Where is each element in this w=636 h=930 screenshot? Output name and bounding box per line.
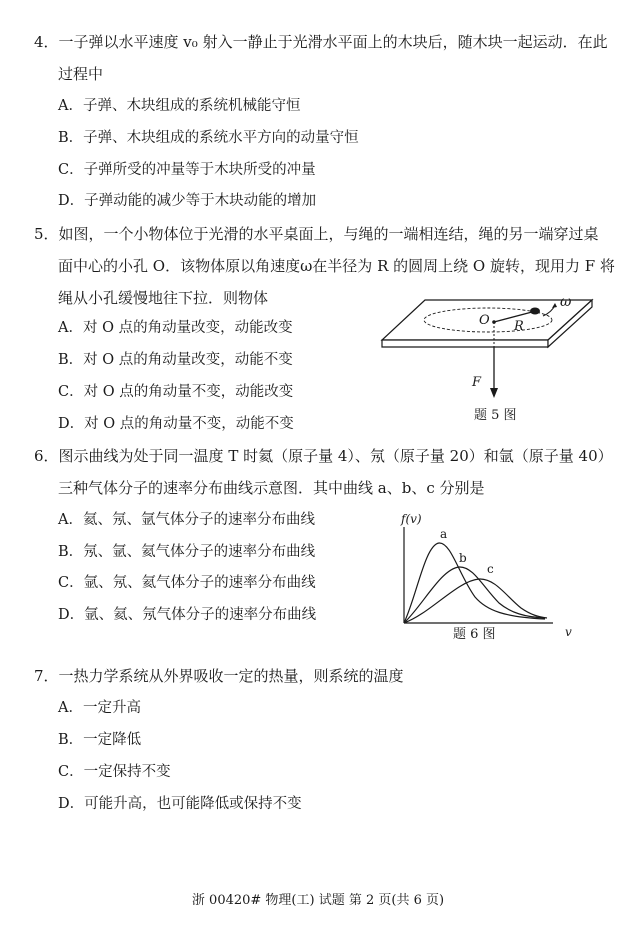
label-curve-a: a (440, 527, 448, 541)
q5-option-b: B．对 O 点的角动量改变，动能不变 (58, 352, 293, 368)
q4-stem-line2: 过程中 (58, 65, 104, 83)
q5-option-a: A．对 O 点的角动量改变，动能改变 (58, 320, 293, 336)
q6-option-a: A．氦、氖、氩气体分子的速率分布曲线 (58, 512, 315, 528)
figure6-caption: 题 6 图 (453, 627, 496, 642)
q4-option-c: C．子弹所受的冲量等于木块所受的冲量 (58, 162, 316, 178)
label-fv: f(v) (401, 512, 422, 526)
q7-option-d: D．可能升高，也可能降低或保持不变 (58, 796, 302, 812)
label-curve-b: b (459, 551, 467, 565)
q6-stem-line2: 三种气体分子的速率分布曲线示意图．其中曲线 a、b、c 分别是 (58, 479, 485, 497)
table-edge-front (382, 340, 548, 347)
label-r: R (514, 319, 524, 334)
small-object (530, 308, 540, 315)
q5-figure (380, 290, 600, 430)
page-footer: 浙 00420# 物理(工) 试题 第 2 页(共 6 页) (191, 893, 445, 908)
q6-option-d: D．氩、氦、氖气体分子的速率分布曲线 (58, 607, 317, 623)
q5-stem-line3: 绳从小孔缓慢地往下拉．则物体 (58, 289, 269, 307)
label-curve-c: c (487, 562, 494, 576)
curve-c (404, 579, 547, 623)
q4-option-a: A．子弹、木块组成的系统机械能守恒 (58, 98, 301, 114)
q7-option-b: B．一定降低 (58, 732, 142, 748)
curve-b (404, 567, 545, 623)
q4-stem-line1: 4．一子弹以水平速度 v₀ 射入一静止于光滑水平面上的木块后，随木块一起运动．在此 (34, 33, 608, 51)
q7-stem-line1: 7．一热力学系统从外界吸收一定的热量，则系统的温度 (34, 667, 404, 685)
label-f: F (472, 375, 482, 390)
q5-option-d: D．对 O 点的角动量不变，动能不变 (58, 416, 294, 432)
label-o: O (479, 313, 490, 328)
q5-stem-line2: 面中心的小孔 O．该物体原以角速度ω在半径为 R 的圆周上绕 O 旋转，现用力 F 将 (58, 257, 615, 275)
q6-stem-line1: 6．图示曲线为处于同一温度 T 时氦（原子量 4）、氖（原子量 20）和氩（原子量 40） (34, 447, 613, 465)
q7-option-c: C．一定保持不变 (58, 764, 171, 780)
q6-figure (395, 505, 585, 645)
label-omega: ω (560, 294, 572, 310)
q5-option-c: C．对 O 点的角动量不变，动能改变 (58, 384, 294, 400)
q6-option-b: B．氖、氩、氦气体分子的速率分布曲线 (58, 544, 316, 560)
q4-option-d: D．子弹动能的减少等于木块动能的增加 (58, 193, 317, 209)
figure5-caption: 题 5 图 (474, 408, 517, 423)
q6-option-c: C．氩、氖、氦气体分子的速率分布曲线 (58, 575, 316, 591)
q7-option-a: A．一定升高 (58, 700, 141, 716)
q4-option-b: B．子弹、木块组成的系统水平方向的动量守恒 (58, 130, 359, 146)
q5-stem-line1: 5．如图，一个小物体位于光滑的水平桌面上，与绳的一端相连结，绳的另一端穿过桌 (34, 225, 599, 243)
label-v: v (565, 625, 572, 639)
force-arrowhead (490, 388, 498, 398)
